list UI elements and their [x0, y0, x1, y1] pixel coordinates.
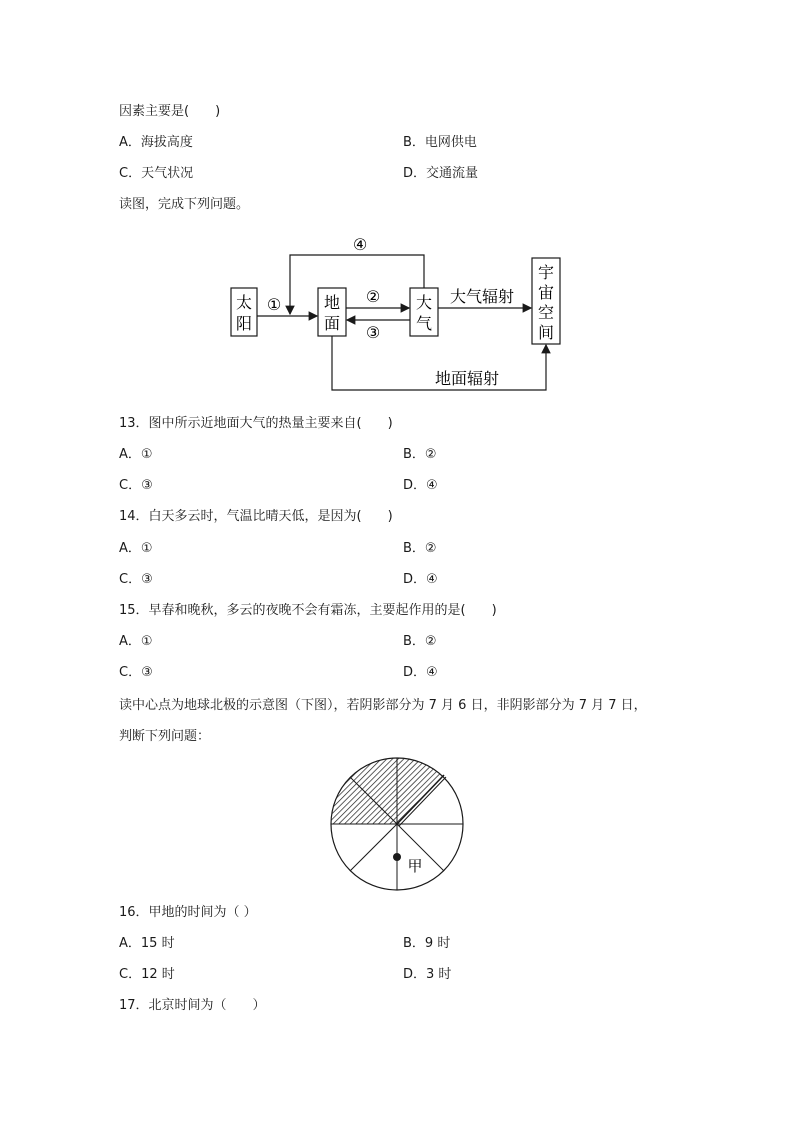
point-jia	[393, 853, 401, 861]
space-text-4: 间	[537, 323, 555, 342]
reading-instruction-2: 读中心点为地球北极的示意图（下图），若阴影部分为 7 月 6 日，非阴影部分为 7 月 7 日，	[119, 698, 647, 713]
q15-option-a: A．①	[119, 634, 153, 649]
q16-option-b: B．9 时	[403, 936, 451, 951]
question-16: 16．甲地的时间为（ ）	[119, 905, 257, 920]
option-b: B．电网供电	[403, 135, 477, 150]
ground-text-bottom: 面	[323, 314, 341, 333]
question-14: 14．白天多云时，气温比晴天低，是因为( )	[119, 509, 393, 524]
space-text-3: 空	[537, 303, 555, 322]
q13-option-c: C．③	[119, 478, 153, 493]
reading-instruction: 读图，完成下列问题。	[119, 197, 250, 212]
q15-option-b: B．②	[403, 634, 437, 649]
label-2: ②	[365, 287, 381, 306]
atmosphere-heat-diagram	[220, 228, 570, 398]
sun-text-top: 太	[235, 293, 253, 312]
option-d: D．交通流量	[403, 166, 479, 181]
q15-option-c: C．③	[119, 665, 153, 680]
space-text-2: 宙	[537, 283, 555, 302]
q14-option-c: C．③	[119, 572, 153, 587]
q13-option-b: B．②	[403, 447, 437, 462]
atm-text-top: 大	[415, 293, 433, 312]
question-15: 15．早春和晚秋，多云的夜晚不会有霜冻，主要起作用的是( )	[119, 603, 497, 618]
q16-option-c: C．12 时	[119, 967, 175, 982]
label-4: ④	[352, 235, 368, 254]
q14-option-a: A．①	[119, 541, 153, 556]
north-pole-diagram	[327, 756, 467, 896]
ground-text-top: 地	[323, 293, 341, 312]
q15-option-d: D．④	[403, 665, 438, 680]
label-1: ①	[266, 295, 282, 314]
atmospheric-radiation-label: 大气辐射	[449, 287, 515, 306]
label-3: ③	[365, 323, 381, 342]
option-c: C．天气状况	[119, 166, 194, 181]
question-stem-continued: 因素主要是( )	[119, 104, 221, 119]
q16-option-d: D．3 时	[403, 967, 452, 982]
question-13: 13．图中所示近地面大气的热量主要来自( )	[119, 416, 393, 431]
q13-option-a: A．①	[119, 447, 153, 462]
q16-option-a: A．15 时	[119, 936, 175, 951]
question-17: 17．北京时间为（ ）	[119, 998, 266, 1013]
point-jia-label: 甲	[407, 857, 423, 875]
option-a: A．海拔高度	[119, 135, 193, 150]
atm-text-bottom: 气	[415, 314, 433, 333]
q14-option-b: B．②	[403, 541, 437, 556]
ground-radiation-label: 地面辐射	[434, 369, 500, 388]
reading-instruction-2b: 判断下列问题：	[119, 729, 211, 744]
space-text-1: 宇	[537, 263, 555, 282]
q14-option-d: D．④	[403, 572, 438, 587]
q13-option-d: D．④	[403, 478, 438, 493]
sun-text-bottom: 阳	[235, 314, 253, 333]
